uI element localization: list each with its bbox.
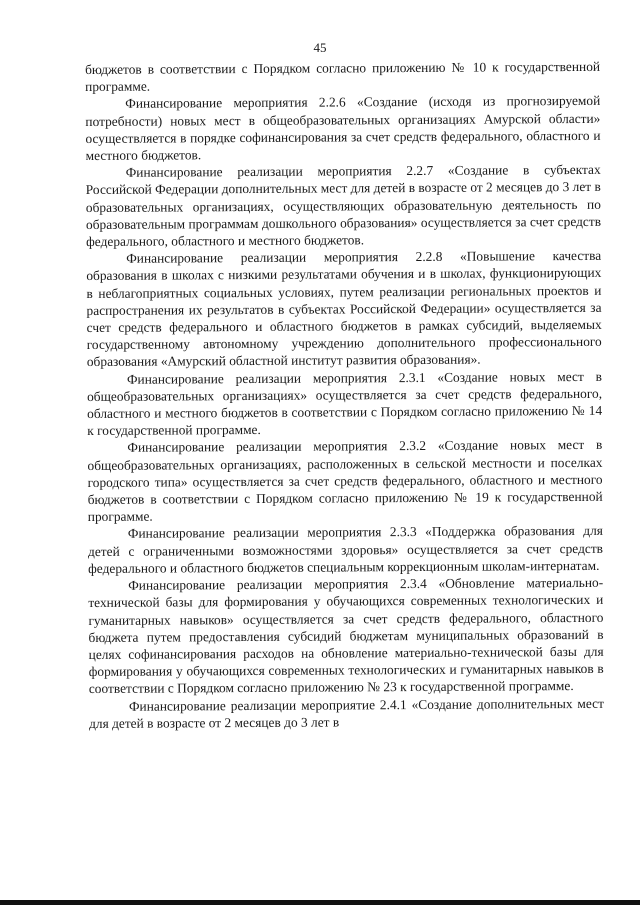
- paragraph-measure-2-2-8: Финансирование реализации мероприятия 2.2.8 «Повышение качества образования в школах с низкими результатами обучения и в школах, функционирующих в неблагоприятных социальных условиях, путем реализации региональных проектов и распространения их результатов в субъектах Российской Федерации» осуществляется за счет средств федерального и областного бюджетов в рамках субсидий, выделяемых государственному автономному учреждению дополнительного профессионального образования «Амурский областной институт развития образования».: [86, 248, 602, 370]
- paragraph-measure-2-3-3: Финансирование реализации мероприятия 2.3.3 «Поддержка образования для детей с ограниченными возможностями здоровья» осуществляется за счет средств федерального и областного бюджетов специальным коррекционным школам-интернатам.: [87, 523, 604, 576]
- paragraph-measure-2-3-1: Финансирование реализации мероприятия 2.3.1 «Создание новых мест в общеобразовательных организациях» осуществляется за счет средств федерального, областного и местного бюджетов в соответствии с Порядком согласно приложению № 14 к государственной программе.: [87, 368, 603, 439]
- paragraph-measure-2-3-2: Финансирование реализации мероприятия 2.3.2 «Создание новых мест в общеобразовательных организациях, расположенных в сельской местности и поселках городского типа» осуществляется за счет средств федерального, областного и местного бюджетов в соответствии с Порядком согласно приложению № 19 к государственной программе.: [87, 437, 603, 525]
- scan-bottom-edge: [0, 900, 640, 905]
- paragraph-measure-2-3-4: Финансирование реализации мероприятия 2.3.4 «Обновление материально-технической базы для формирования у обучающихся современных технологических и гуманитарных навыков» осуществляется за счет средств федерального, областного бюджета путем предоставления субсидий бюджетам муниципальных образований в целях софинансирования расходов на обновление материально-технической базы для формирования у обучающихся современных технологических и гуманитарных навыков в соответствии с Порядком согласно приложению № 23 к государственной программе.: [88, 574, 604, 697]
- page-number: 45: [313, 40, 327, 55]
- paragraph-continuation: бюджетов в соответствии с Порядком согласно приложению № 10 к государственной программе.: [85, 58, 601, 95]
- paragraph-measure-2-2-6: Финансирование мероприятия 2.2.6 «Создание (исходя из прогнозируемой потребности) новых мест в общеобразовательных организациях Амурской области» осуществляется в порядке софинансирования за счет средств федерального, областного и местного бюджетов.: [85, 93, 601, 164]
- paragraph-measure-2-2-7: Финансирование реализации мероприятия 2.2.7 «Создание в субъектах Российской Федерации дополнительных мест для детей в возрасте от 2 месяцев до 3 лет в образовательных организациях, осуществляющих образовательную деятельность по образовательным программам дошкольного образования» осуществляется за счет средств федерального, областного и местного бюджетов.: [85, 162, 602, 250]
- paragraph-measure-2-4-1: Финансирование реализации мероприятие 2.4.1 «Создание дополнительных мест для детей в возрасте от 2 месяцев до 3 лет в: [88, 695, 604, 731]
- document-body: [85, 58, 604, 732]
